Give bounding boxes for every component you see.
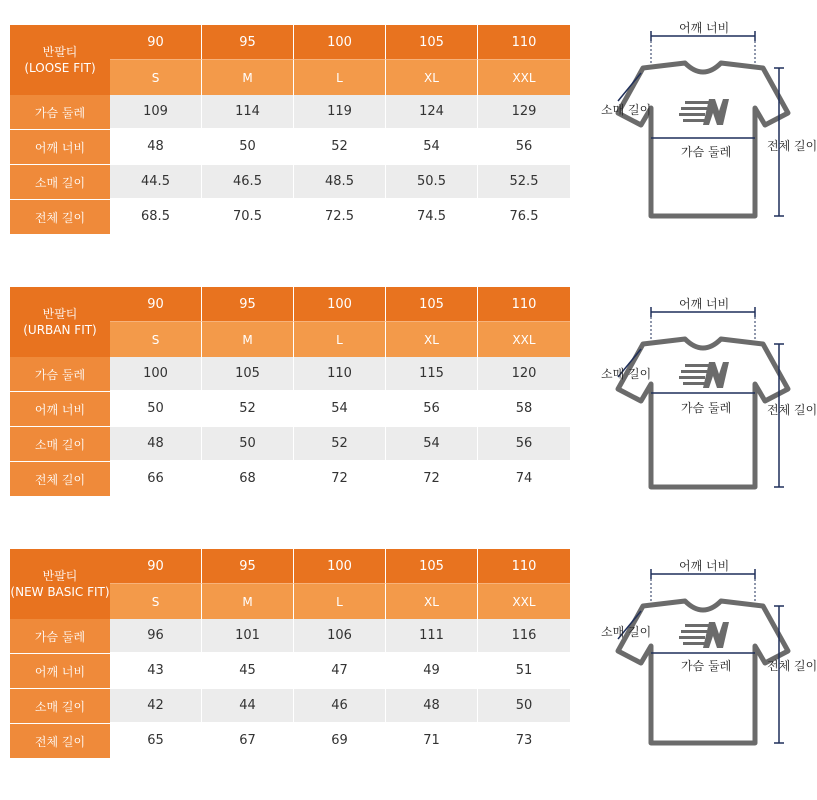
table-row bbox=[10, 654, 570, 689]
table-cell: 45 bbox=[202, 654, 294, 689]
row-label: 전체 길이 bbox=[10, 462, 110, 497]
row-label: 어깨 너비 bbox=[10, 654, 110, 689]
table-cell: 124 bbox=[386, 95, 478, 130]
total-length-label: 전체 길이 bbox=[767, 139, 817, 153]
table-cell: 111 bbox=[386, 619, 478, 654]
header-cell: 110 bbox=[478, 25, 570, 60]
row-label: 소매 길이 bbox=[10, 165, 110, 200]
table-cell: 129 bbox=[478, 95, 570, 130]
table-cell: 50 bbox=[202, 427, 294, 462]
header-cell: 95 bbox=[202, 549, 294, 584]
table-cell: 72 bbox=[294, 462, 386, 497]
header-row-numeric bbox=[110, 25, 570, 60]
table-cell: 116 bbox=[478, 619, 570, 654]
row-label: 가슴 둘레 bbox=[10, 95, 110, 130]
table-cell: 54 bbox=[294, 392, 386, 427]
table-cell: 74.5 bbox=[386, 200, 478, 235]
sleeve-length-label: 소매 길이 bbox=[601, 367, 652, 381]
table-cell: 72.5 bbox=[294, 200, 386, 235]
header-cell: S bbox=[110, 584, 202, 619]
table-cell: 73 bbox=[478, 724, 570, 759]
table-row bbox=[10, 165, 570, 200]
table-row bbox=[10, 392, 570, 427]
table-cell: 101 bbox=[202, 619, 294, 654]
table-cell: 47 bbox=[294, 654, 386, 689]
table-row bbox=[10, 619, 570, 654]
title-line2: (LOOSE FIT) bbox=[24, 61, 96, 75]
tshirt-measure-diagram bbox=[593, 21, 817, 243]
table-cell: 105 bbox=[202, 357, 294, 392]
header-cell: XL bbox=[386, 322, 478, 357]
table-cell: 74 bbox=[478, 462, 570, 497]
tshirt-measure-diagram bbox=[593, 559, 817, 781]
table-cell: 52 bbox=[202, 392, 294, 427]
row-label: 어깨 너비 bbox=[10, 392, 110, 427]
tshirt-measure-diagram bbox=[593, 297, 817, 519]
table-cell: 52.5 bbox=[478, 165, 570, 200]
table-cell: 48 bbox=[110, 427, 202, 462]
table-cell: 76.5 bbox=[478, 200, 570, 235]
table-title bbox=[10, 287, 110, 357]
total-length-label: 전체 길이 bbox=[767, 659, 817, 673]
table-cell: 48 bbox=[386, 689, 478, 724]
chest-label: 가슴 둘레 bbox=[681, 145, 732, 159]
table-cell: 100 bbox=[110, 357, 202, 392]
table-cell: 56 bbox=[386, 392, 478, 427]
title-line2: (URBAN FIT) bbox=[23, 323, 97, 337]
row-label: 가슴 둘레 bbox=[10, 357, 110, 392]
header-cell: XL bbox=[386, 60, 478, 95]
title-line1: 반팔티 bbox=[42, 307, 78, 321]
header-cell: 90 bbox=[110, 287, 202, 322]
header-cell: 90 bbox=[110, 25, 202, 60]
title-line1: 반팔티 bbox=[42, 569, 78, 583]
table-cell: 68.5 bbox=[110, 200, 202, 235]
header-cell: 90 bbox=[110, 549, 202, 584]
table-cell: 67 bbox=[202, 724, 294, 759]
total-length-label: 전체 길이 bbox=[767, 403, 817, 417]
table-cell: 48.5 bbox=[294, 165, 386, 200]
header-cell: XXL bbox=[478, 60, 570, 95]
header-cell: 100 bbox=[294, 25, 386, 60]
table-cell: 72 bbox=[386, 462, 478, 497]
shoulder-width-label: 어깨 너비 bbox=[679, 297, 730, 311]
table-cell: 70.5 bbox=[202, 200, 294, 235]
shoulder-width-label: 어깨 너비 bbox=[679, 21, 730, 35]
table-cell: 52 bbox=[294, 427, 386, 462]
header-cell: 105 bbox=[386, 25, 478, 60]
tshirt-icon bbox=[593, 33, 810, 223]
header-row-letter bbox=[110, 584, 570, 619]
table-cell: 71 bbox=[386, 724, 478, 759]
size-table bbox=[10, 287, 570, 497]
header-cell: 100 bbox=[294, 287, 386, 322]
header-cell: 95 bbox=[202, 25, 294, 60]
table-row bbox=[10, 95, 570, 130]
header-cell: S bbox=[110, 322, 202, 357]
sleeve-length-label: 소매 길이 bbox=[601, 625, 652, 639]
table-cell: 119 bbox=[294, 95, 386, 130]
header-cell: L bbox=[294, 584, 386, 619]
table-cell: 69 bbox=[294, 724, 386, 759]
table-cell: 54 bbox=[386, 427, 478, 462]
sleeve-length-label: 소매 길이 bbox=[601, 103, 652, 117]
row-label: 소매 길이 bbox=[10, 689, 110, 724]
table-cell: 51 bbox=[478, 654, 570, 689]
table-cell: 44.5 bbox=[110, 165, 202, 200]
size-chart-urban-fit bbox=[10, 287, 817, 497]
table-row bbox=[10, 357, 570, 392]
header-cell: XXL bbox=[478, 322, 570, 357]
table-cell: 54 bbox=[386, 130, 478, 165]
table-cell: 52 bbox=[294, 130, 386, 165]
header-cell: XL bbox=[386, 584, 478, 619]
table-cell: 66 bbox=[110, 462, 202, 497]
header-row-numeric bbox=[110, 287, 570, 322]
table-cell: 58 bbox=[478, 392, 570, 427]
shoulder-width-label: 어깨 너비 bbox=[679, 559, 730, 573]
header-cell: L bbox=[294, 322, 386, 357]
table-row bbox=[10, 200, 570, 235]
header-row-numeric bbox=[110, 549, 570, 584]
table-cell: 96 bbox=[110, 619, 202, 654]
size-table bbox=[10, 25, 570, 235]
size-chart-loose-fit bbox=[10, 21, 817, 235]
header-cell: 100 bbox=[294, 549, 386, 584]
header-cell: S bbox=[110, 60, 202, 95]
table-cell: 48 bbox=[110, 130, 202, 165]
table-row bbox=[10, 724, 570, 759]
header-cell: 110 bbox=[478, 549, 570, 584]
table-row bbox=[10, 462, 570, 497]
table-cell: 109 bbox=[110, 95, 202, 130]
header-cell: 95 bbox=[202, 287, 294, 322]
table-cell: 65 bbox=[110, 724, 202, 759]
table-cell: 56 bbox=[478, 427, 570, 462]
chest-label: 가슴 둘레 bbox=[681, 401, 732, 415]
row-label: 어깨 너비 bbox=[10, 130, 110, 165]
table-cell: 68 bbox=[202, 462, 294, 497]
header-cell: M bbox=[202, 322, 294, 357]
title-line2: (NEW BASIC FIT) bbox=[10, 585, 110, 599]
header-cell: L bbox=[294, 60, 386, 95]
table-cell: 42 bbox=[110, 689, 202, 724]
nb-logo-icon bbox=[679, 99, 729, 125]
table-cell: 43 bbox=[110, 654, 202, 689]
size-table bbox=[10, 549, 570, 759]
table-cell: 46 bbox=[294, 689, 386, 724]
row-label: 전체 길이 bbox=[10, 724, 110, 759]
row-label: 전체 길이 bbox=[10, 200, 110, 235]
size-chart-new-basic-fit bbox=[10, 549, 817, 759]
table-cell: 44 bbox=[202, 689, 294, 724]
table-cell: 50 bbox=[202, 130, 294, 165]
table-row bbox=[10, 689, 570, 724]
table-row bbox=[10, 427, 570, 462]
header-cell: 105 bbox=[386, 287, 478, 322]
table-cell: 56 bbox=[478, 130, 570, 165]
table-cell: 50 bbox=[110, 392, 202, 427]
table-cell: 50 bbox=[478, 689, 570, 724]
table-cell: 114 bbox=[202, 95, 294, 130]
table-row bbox=[10, 130, 570, 165]
table-cell: 46.5 bbox=[202, 165, 294, 200]
row-label: 가슴 둘레 bbox=[10, 619, 110, 654]
header-cell: M bbox=[202, 584, 294, 619]
header-row-letter bbox=[110, 60, 570, 95]
table-cell: 115 bbox=[386, 357, 478, 392]
chest-label: 가슴 둘레 bbox=[681, 659, 732, 673]
row-label: 소매 길이 bbox=[10, 427, 110, 462]
nb-logo-icon bbox=[679, 362, 729, 388]
table-cell: 120 bbox=[478, 357, 570, 392]
header-cell: M bbox=[202, 60, 294, 95]
title-line1: 반팔티 bbox=[42, 45, 78, 59]
table-cell: 49 bbox=[386, 654, 478, 689]
table-cell: 50.5 bbox=[386, 165, 478, 200]
header-row-letter bbox=[110, 322, 570, 357]
header-cell: 110 bbox=[478, 287, 570, 322]
table-title bbox=[10, 549, 110, 619]
table-cell: 106 bbox=[294, 619, 386, 654]
header-cell: XXL bbox=[478, 584, 570, 619]
header-cell: 105 bbox=[386, 549, 478, 584]
table-title bbox=[10, 25, 110, 95]
table-cell: 110 bbox=[294, 357, 386, 392]
nb-logo-icon bbox=[679, 622, 729, 648]
